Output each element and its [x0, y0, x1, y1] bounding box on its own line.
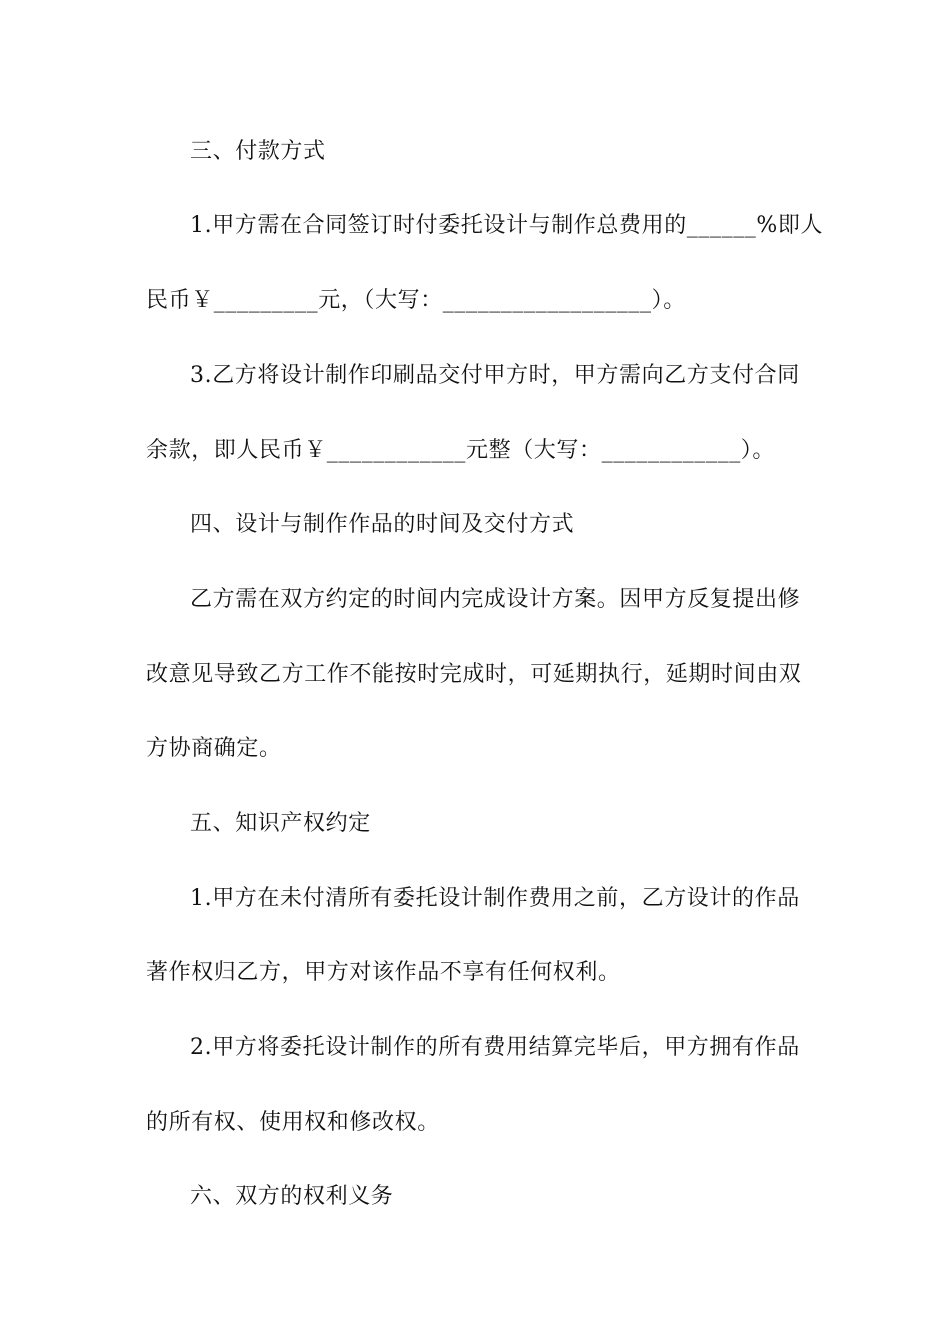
section-heading-rights: 六、双方的权利义务 [190, 1184, 394, 1209]
paragraph-line: 的所有权、使用权和修改权。 [146, 1110, 440, 1135]
section-heading-schedule: 四、设计与制作作品的时间及交付方式 [190, 512, 575, 537]
paragraph-line: 民币￥_________元，（大写：__________________）。 [146, 288, 686, 313]
section-heading-payment: 三、付款方式 [190, 139, 326, 164]
paragraph-line: 改意见导致乙方工作不能按时完成时，可延期执行，延期时间由双 [146, 662, 802, 687]
paragraph-line: 1.甲方需在合同签订时付委托设计与制作总费用的______%即人 [190, 213, 824, 238]
section-heading-ip: 五、知识产权约定 [190, 811, 371, 836]
paragraph-line: 余款，即人民币￥____________元整（大写：____________）。 [146, 438, 776, 463]
paragraph-line: 乙方需在双方约定的时间内完成设计方案。因甲方反复提出修 [190, 587, 801, 612]
paragraph-line: 2.甲方将委托设计制作的所有费用结算完毕后，甲方拥有作品 [190, 1035, 800, 1060]
paragraph-line: 3.乙方将设计制作印刷品交付甲方时，甲方需向乙方支付合同 [190, 363, 800, 388]
paragraph-line: 1.甲方在未付清所有委托设计制作费用之前，乙方设计的作品 [190, 886, 800, 911]
paragraph-line: 著作权归乙方，甲方对该作品不享有任何权利。 [146, 960, 621, 985]
paragraph-line: 方协商确定。 [146, 736, 282, 761]
